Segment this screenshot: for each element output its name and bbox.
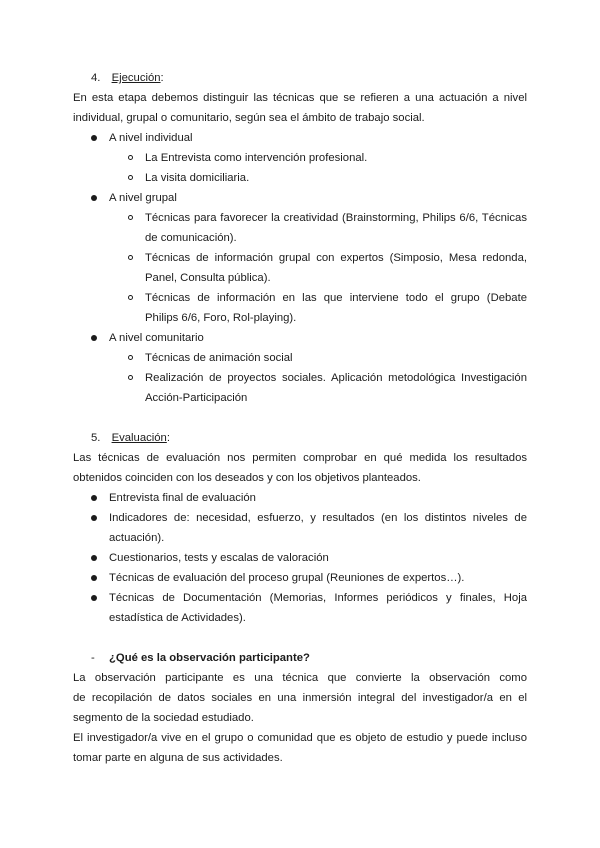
list-item: Técnicas de información en las que interviene todo el grupo (Debate — [145, 292, 527, 304]
list-item: Técnicas de información grupal con expertos (Simposio, Mesa redonda, — [145, 252, 527, 264]
bullet-icon — [91, 575, 97, 581]
circle-bullet-icon — [128, 295, 133, 300]
section-number: 4. — [91, 72, 101, 84]
list-item: Indicadores de: necesidad, esfuerzo, y resultados (en los distintos niveles de — [109, 512, 527, 524]
list-item: La Entrevista como intervención profesional. — [145, 152, 368, 164]
bullet-icon — [91, 195, 97, 201]
list-item: Realización de proyectos sociales. Aplicación metodológica Investigación — [145, 372, 527, 384]
paragraph-line: Las técnicas de evaluación nos permiten comprobar en qué medida los resultados — [73, 452, 527, 464]
circle-bullet-icon — [128, 355, 133, 360]
bullet-icon — [91, 515, 97, 521]
bullet-icon — [91, 495, 97, 501]
list-item-continuation: estadística de Actividades). — [109, 612, 246, 624]
list-item: Técnicas de Documentación (Memorias, Informes periódicos y finales, Hoja — [109, 592, 527, 604]
list-item: A nivel grupal — [109, 192, 177, 204]
question-title: ¿Qué es la observación participante? — [109, 652, 310, 664]
section-5-heading: 5. Evaluación: — [91, 432, 170, 444]
section-number: 5. — [91, 432, 101, 444]
list-item-continuation: de comunicación). — [145, 232, 237, 244]
list-item: Cuestionarios, tests y escalas de valoración — [109, 552, 329, 564]
list-item-continuation: Philips 6/6, Foro, Rol-playing). — [145, 312, 297, 324]
bullet-icon — [91, 135, 97, 141]
list-item-continuation: Panel, Consulta pública). — [145, 272, 271, 284]
paragraph-line: individual, grupal o comunitario, según sea el ámbito de trabajo social. — [73, 112, 425, 124]
circle-bullet-icon — [128, 215, 133, 220]
list-item: Técnicas de animación social — [145, 352, 293, 364]
list-item: A nivel comunitario — [109, 332, 204, 344]
list-item-continuation: Acción-Participación — [145, 392, 248, 404]
list-item: Técnicas de evaluación del proceso grupal (Reuniones de expertos…). — [109, 572, 465, 584]
list-item: Técnicas para favorecer la creatividad (Brainstorming, Philips 6/6, Técnicas — [145, 212, 527, 224]
circle-bullet-icon — [128, 155, 133, 160]
bullet-icon — [91, 595, 97, 601]
paragraph-line: En esta etapa debemos distinguir las técnicas que se refieren a una actuación a nivel — [73, 92, 527, 104]
circle-bullet-icon — [128, 175, 133, 180]
circle-bullet-icon — [128, 255, 133, 260]
paragraph-line: segmento de la sociedad estudiado. — [73, 712, 254, 724]
bullet-icon — [91, 555, 97, 561]
paragraph-line: de recopilación de datos sociales en una inmersión integral del investigador/a en el — [73, 692, 527, 704]
list-item-continuation: actuación). — [109, 532, 165, 544]
paragraph-line: La observación participante es una técnica que convierte la observación como — [73, 672, 527, 684]
list-item: La visita domiciliaria. — [145, 172, 250, 184]
paragraph-line: El investigador/a vive en el grupo o comunidad que es objeto de estudio y puede incluso — [73, 732, 527, 744]
paragraph-line: obtenidos coinciden con los deseados y con los objetivos planteados. — [73, 472, 421, 484]
paragraph-line: tomar parte en alguna de sus actividades. — [73, 752, 283, 764]
bullet-icon — [91, 335, 97, 341]
section-4-heading: 4. Ejecución: — [91, 72, 164, 84]
section-title: Ejecución — [111, 72, 161, 84]
list-item: Entrevista final de evaluación — [109, 492, 256, 504]
section-title: Evaluación — [111, 432, 167, 444]
dash-marker: - — [91, 652, 95, 664]
list-item: A nivel individual — [109, 132, 193, 144]
circle-bullet-icon — [128, 375, 133, 380]
